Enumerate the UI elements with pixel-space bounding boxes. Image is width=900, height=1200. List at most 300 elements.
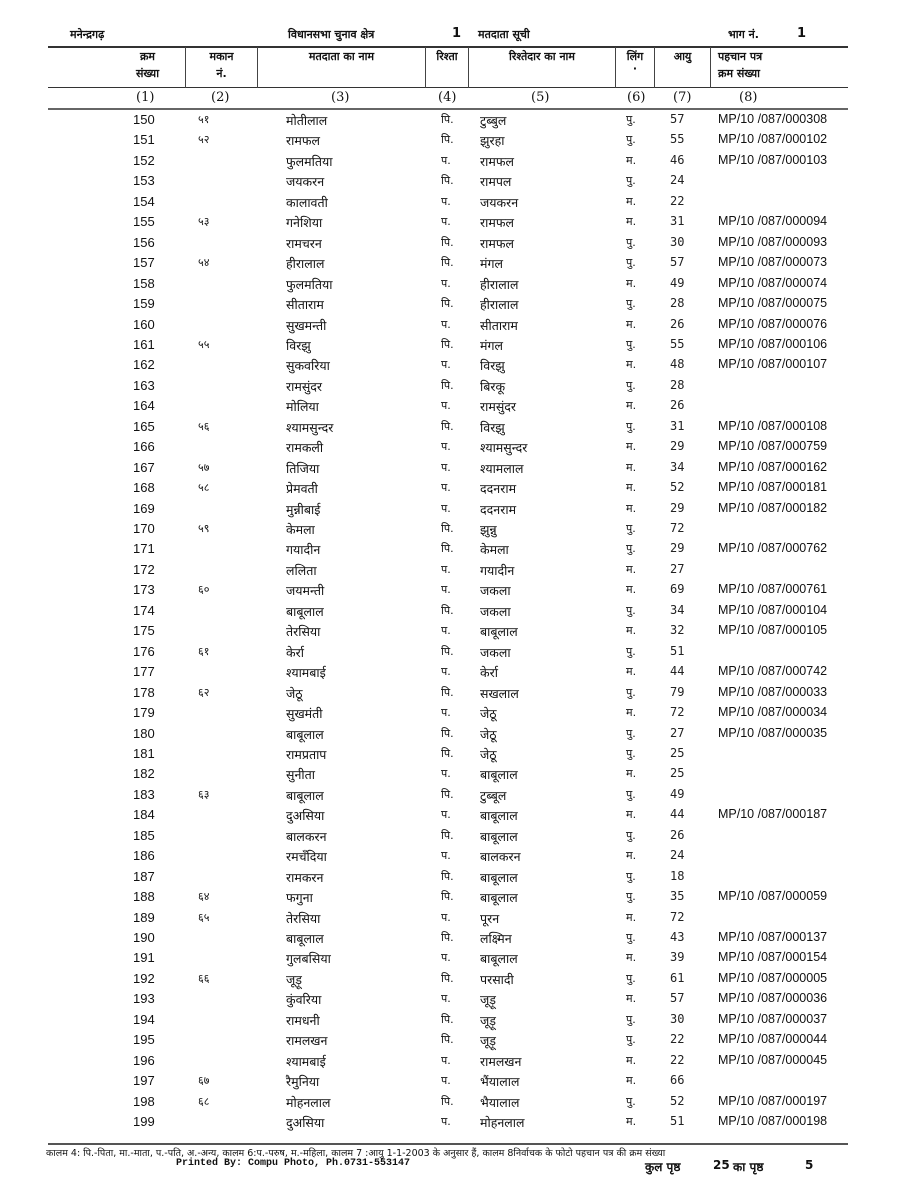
relative-name: गयादीन	[480, 562, 515, 578]
column-header-text: क्रम संख्या	[718, 67, 760, 80]
serial-number: 187	[133, 868, 155, 884]
id-card-number: MP/10 /087/000197	[718, 1093, 828, 1108]
voter-name: श्यामसुन्दर	[286, 419, 334, 435]
serial-number: 159	[133, 296, 155, 312]
column-number: (8)	[739, 90, 758, 105]
serial-number: 157	[133, 255, 155, 271]
column-header-text: लिंग	[626, 50, 644, 63]
column-number: (1)	[136, 90, 155, 105]
age: 39	[670, 950, 685, 965]
gender: म.	[626, 358, 637, 372]
serial-number: 169	[133, 500, 155, 516]
voter-name: दुअसिया	[286, 1115, 325, 1131]
relative-name: जयकरन	[480, 194, 519, 210]
column-number: (4)	[438, 90, 457, 105]
constituency-label: विधानसभा चुनाव क्षेत्र	[288, 28, 375, 41]
id-card-number: MP/10 /087/000073	[718, 255, 828, 270]
relative-name: ददनराम	[480, 501, 517, 517]
voter-name: फुलमतिया	[286, 153, 333, 169]
gender: पु.	[626, 644, 636, 658]
relative-name: बिरकू	[480, 378, 506, 394]
table-row	[0, 580, 900, 600]
id-card-number: MP/10 /087/000105	[718, 623, 828, 638]
table-row	[0, 212, 900, 232]
relative-name: बाबूलाल	[480, 869, 518, 885]
gender: म.	[626, 583, 637, 597]
relative-name: लक्ष्मिन	[480, 931, 512, 946]
relative-name: रामफल	[480, 235, 514, 251]
age: 52	[670, 1093, 685, 1108]
id-card-number: MP/10 /087/000181	[718, 480, 828, 495]
id-card-number: MP/10 /087/000075	[718, 296, 828, 311]
relation: प.	[441, 358, 451, 372]
house-number: ६२	[198, 685, 210, 699]
column-number: (3)	[331, 90, 350, 105]
id-card-number: MP/10 /087/000093	[718, 234, 828, 249]
age: 31	[670, 418, 685, 433]
footer-rule	[48, 1143, 848, 1145]
table-row	[0, 662, 900, 682]
serial-number: 164	[133, 398, 155, 414]
voter-name: गयादीन	[286, 542, 321, 558]
table-row	[0, 130, 900, 150]
serial-number: 185	[133, 827, 155, 843]
serial-number: 170	[133, 521, 155, 536]
gender: म.	[626, 624, 637, 638]
age: 31	[670, 214, 685, 229]
place-name: मनेन्द्रगढ़	[70, 28, 105, 41]
id-card-number: MP/10 /087/000103	[718, 152, 828, 167]
relation: पि.	[441, 256, 454, 270]
relative-name: विरझु	[480, 358, 505, 374]
relative-name: रामपल	[480, 174, 512, 190]
house-number: ५८	[198, 481, 210, 495]
part-number: 1	[797, 26, 807, 41]
relation: पि.	[441, 174, 454, 188]
id-card-number: MP/10 /087/000034	[718, 705, 828, 720]
voter-name: गुलबसिया	[286, 951, 331, 967]
relative-name: बाबूलाल	[480, 808, 518, 824]
serial-number: 161	[133, 336, 155, 352]
table-row	[0, 785, 900, 805]
table-row	[0, 478, 900, 498]
relative-name: सीताराम	[480, 317, 518, 333]
id-card-number: MP/10 /087/000033	[718, 684, 828, 699]
gender: म.	[626, 481, 637, 495]
relative-name: रामलखन	[480, 1053, 522, 1069]
serial-number: 179	[133, 705, 155, 721]
gender: म.	[626, 153, 637, 167]
table-row	[0, 601, 900, 621]
age: 32	[670, 623, 685, 638]
gender: पु.	[626, 522, 636, 535]
serial-number: 166	[133, 439, 155, 455]
age: 27	[670, 725, 685, 740]
id-card-number: MP/10 /087/000036	[718, 991, 828, 1006]
relation: पि.	[441, 542, 454, 556]
relative-name: जूड़ू	[480, 1012, 496, 1028]
voter-name: कालावती	[286, 194, 328, 210]
gender: म.	[626, 215, 637, 229]
age: 79	[670, 684, 685, 699]
relative-name: जूड़ू	[480, 1033, 496, 1049]
id-card-number: MP/10 /087/000162	[718, 459, 828, 474]
age: 18	[670, 868, 685, 883]
gender: म.	[626, 665, 637, 679]
gender: म.	[626, 194, 637, 208]
relation: प.	[441, 440, 451, 454]
relative-name: बालकरन	[480, 849, 521, 865]
house-number: ६३	[198, 787, 210, 801]
relative-name: रामसुंदर	[480, 399, 517, 415]
serial-number: 156	[133, 234, 155, 250]
voter-name: रामसुंदर	[286, 378, 323, 394]
gender: पु.	[626, 869, 636, 883]
relation: पि.	[441, 235, 454, 249]
table-row	[0, 499, 900, 519]
table-row	[0, 887, 900, 907]
serial-number: 182	[133, 766, 155, 782]
relation: प.	[441, 460, 451, 474]
voter-name: केमला	[286, 522, 315, 537]
table-row	[0, 969, 900, 989]
age: 28	[670, 296, 685, 311]
voter-name: सुखमन्ती	[286, 317, 327, 333]
voter-name: केर्रा	[286, 644, 304, 660]
column-header-text: ·	[632, 62, 638, 75]
age: 25	[670, 745, 685, 760]
serial-number: 158	[133, 275, 155, 291]
relation: पि.	[441, 378, 454, 392]
voter-name: रैमुनिया	[286, 1074, 320, 1090]
serial-number: 150	[133, 112, 155, 127]
serial-number: 186	[133, 848, 155, 864]
voter-name: रमचँदिया	[286, 849, 327, 865]
relative-name: परसादी	[480, 971, 514, 987]
relation: प.	[441, 624, 451, 638]
column-number: (7)	[673, 90, 692, 105]
column-number: (6)	[627, 90, 646, 105]
age: 24	[670, 848, 685, 863]
id-card-number: MP/10 /087/000198	[718, 1114, 828, 1129]
table-row	[0, 826, 900, 846]
id-card-number: MP/10 /087/000106	[718, 336, 828, 351]
printed-by: Printed By: Compu Photo, Ph.0731-553147	[176, 1158, 411, 1169]
gender: म.	[626, 992, 637, 1006]
relation: प.	[441, 481, 451, 495]
table-row	[0, 396, 900, 416]
gender: पु.	[626, 971, 636, 985]
voter-name: प्रेमवती	[286, 481, 318, 497]
relation: प.	[441, 767, 451, 781]
column-header-text: मकान	[209, 50, 234, 63]
serial-number: 167	[133, 459, 155, 475]
voter-name: बाबूलाल	[286, 787, 324, 803]
age: 29	[670, 500, 685, 515]
voter-name: जयमन्ती	[286, 583, 325, 599]
table-row	[0, 355, 900, 375]
age: 46	[670, 152, 685, 167]
relative-name: झुन्नु	[480, 522, 497, 537]
age: 72	[670, 521, 685, 535]
total-pages: 25	[713, 1158, 730, 1172]
id-card-number: MP/10 /087/000742	[718, 664, 828, 679]
table-row	[0, 1010, 900, 1030]
voter-name: सुखमंती	[286, 706, 323, 722]
column-header-text: आयु	[673, 50, 692, 63]
age: 28	[670, 377, 685, 392]
relative-name: केर्रा	[480, 665, 498, 681]
age: 61	[670, 970, 685, 985]
voter-name: गनेशिया	[286, 215, 323, 231]
age: 26	[670, 316, 685, 331]
id-card-number: MP/10 /087/000044	[718, 1032, 828, 1047]
voter-name: रामकली	[286, 440, 324, 456]
table-row	[0, 744, 900, 764]
house-number: ५५	[198, 337, 210, 351]
relative-name: टुब्बुल	[480, 113, 507, 128]
relative-name: जेठू	[480, 706, 497, 722]
age: 72	[670, 705, 685, 720]
gender: पु.	[626, 174, 636, 188]
voter-name: सुनीता	[286, 767, 315, 783]
age: 57	[670, 255, 685, 270]
serial-number: 196	[133, 1052, 155, 1068]
voter-name: सुकवरिया	[286, 358, 330, 374]
age: 51	[670, 1114, 685, 1129]
table-row	[0, 376, 900, 396]
serial-number: 174	[133, 602, 155, 618]
gender: पु.	[626, 603, 636, 617]
table-row	[0, 1071, 900, 1091]
gender: पु.	[626, 746, 636, 760]
age: 57	[670, 991, 685, 1006]
relation: प.	[441, 706, 451, 720]
house-number: ५३	[198, 215, 210, 229]
house-number: ६१	[198, 644, 210, 658]
table-row	[0, 274, 900, 294]
relation: पि.	[441, 522, 454, 535]
relation: पि.	[441, 931, 454, 944]
relative-name: पूरन	[480, 910, 500, 926]
table-row	[0, 315, 900, 335]
voter-name: मोहनलाल	[286, 1094, 331, 1110]
serial-number: 190	[133, 930, 155, 945]
serial-number: 160	[133, 316, 155, 332]
house-number: ६८	[198, 1094, 210, 1108]
relative-name: मंगल	[480, 337, 503, 353]
voter-name: रामप्रताप	[286, 746, 327, 762]
age: 66	[670, 1073, 685, 1088]
relative-name: मंगल	[480, 256, 503, 272]
list-title: मतदाता सूची	[478, 28, 530, 41]
serial-number: 154	[133, 193, 155, 209]
gender: पु.	[626, 726, 636, 740]
gender: म.	[626, 1115, 637, 1129]
total-pages-label: कुल पृष्ठ	[645, 1160, 681, 1174]
table-row	[0, 110, 900, 130]
table-row	[0, 437, 900, 457]
gender: पु.	[626, 1012, 636, 1026]
house-number: ६५	[198, 910, 210, 924]
serial-number: 191	[133, 950, 155, 966]
age: 24	[670, 173, 685, 188]
serial-number: 162	[133, 357, 155, 373]
serial-number: 151	[133, 132, 155, 148]
voter-name: फगुना	[286, 890, 313, 906]
age: 26	[670, 827, 685, 842]
relation: पि.	[441, 828, 454, 842]
age: 22	[670, 193, 685, 208]
relation: पि.	[441, 1033, 454, 1047]
table-row	[0, 253, 900, 273]
column-header-text: पहचान पत्र	[718, 50, 763, 63]
table-row	[0, 519, 900, 539]
age: 52	[670, 480, 685, 495]
voter-name: तेरसिया	[286, 624, 321, 640]
id-card-number: MP/10 /087/000107	[718, 357, 828, 372]
id-card-number: MP/10 /087/000059	[718, 889, 828, 904]
relation: प.	[441, 951, 451, 965]
voter-name: रामकरन	[286, 869, 324, 885]
voter-name: रामलखन	[286, 1033, 328, 1049]
serial-number: 177	[133, 664, 155, 680]
house-number: ६०	[198, 583, 210, 597]
house-number: ५२	[198, 133, 210, 147]
column-header-house	[186, 48, 257, 82]
id-card-number: MP/10 /087/000005	[718, 970, 828, 985]
gender: म.	[626, 706, 637, 720]
table-row	[0, 192, 900, 212]
table-row	[0, 908, 900, 928]
table-row	[0, 560, 900, 580]
id-card-number: MP/10 /087/000108	[718, 418, 828, 433]
relative-name: मोहनलाल	[480, 1115, 525, 1131]
column-header-text: रिश्तेदार का नाम	[509, 50, 575, 63]
gender: पु.	[626, 1094, 636, 1108]
relation: प.	[441, 215, 451, 229]
relation: प.	[441, 849, 451, 863]
age: 34	[670, 602, 685, 617]
table-row	[0, 294, 900, 314]
serial-number: 172	[133, 561, 155, 577]
gender: पु.	[626, 337, 636, 351]
relative-name: हीरालाल	[480, 297, 519, 313]
serial-number: 155	[133, 214, 155, 230]
relation: पि.	[441, 337, 454, 351]
serial-number: 194	[133, 1011, 155, 1027]
relation: पि.	[441, 890, 454, 904]
relation: पि.	[441, 133, 454, 147]
table-row	[0, 764, 900, 784]
gender: पु.	[626, 113, 636, 126]
serial-number: 189	[133, 909, 155, 925]
table-row	[0, 867, 900, 887]
voter-name: रामचरन	[286, 235, 322, 251]
house-number: ६६	[198, 971, 210, 985]
relation: पि.	[441, 644, 454, 658]
relation: पि.	[441, 685, 454, 699]
voter-name: श्यामबाई	[286, 1053, 326, 1069]
relation: प.	[441, 665, 451, 679]
house-number: ६४	[198, 890, 210, 904]
id-card-number: MP/10 /087/000759	[718, 439, 828, 454]
serial-number: 153	[133, 173, 155, 189]
id-card-number: MP/10 /087/000037	[718, 1011, 828, 1026]
gender: म.	[626, 562, 637, 576]
gender: पु.	[626, 828, 636, 842]
house-number: ५६	[198, 419, 210, 433]
serial-number: 193	[133, 991, 155, 1007]
relative-name: बाबूलाल	[480, 767, 518, 783]
house-number: ५१	[198, 113, 210, 126]
relation: पि.	[441, 971, 454, 985]
relative-name: टुब्बूल	[480, 787, 507, 803]
id-card-number: MP/10 /087/000182	[718, 500, 828, 515]
age: 34	[670, 459, 685, 474]
relation: पि.	[441, 113, 454, 126]
column-header-relative-name	[469, 48, 615, 65]
voter-name: बाबूलाल	[286, 931, 324, 946]
age: 57	[670, 112, 685, 126]
relative-name: जूड़ू	[480, 992, 496, 1008]
relative-name: जेठू	[480, 726, 497, 742]
serial-number: 171	[133, 541, 155, 557]
gender: म.	[626, 849, 637, 863]
relation: प.	[441, 992, 451, 1006]
house-number: ६७	[198, 1074, 210, 1088]
voter-name: फुलमतिया	[286, 276, 333, 292]
relation: प.	[441, 1053, 451, 1067]
table-row	[0, 621, 900, 641]
relation: पि.	[441, 297, 454, 311]
age: 43	[670, 930, 685, 944]
serial-number: 183	[133, 786, 155, 802]
voter-name: कुंवरिया	[286, 992, 322, 1008]
id-card-number: MP/10 /087/000154	[718, 950, 828, 965]
table-row	[0, 846, 900, 866]
relative-name: जकला	[480, 603, 511, 619]
age: 72	[670, 909, 685, 924]
column-header-id-card	[718, 48, 848, 82]
age: 22	[670, 1052, 685, 1067]
gender: पु.	[626, 890, 636, 904]
gender: म.	[626, 440, 637, 454]
age: 55	[670, 336, 685, 351]
gender: पु.	[626, 685, 636, 699]
relative-name: विरझु	[480, 419, 505, 435]
gender: म.	[626, 399, 637, 413]
gender: पु.	[626, 256, 636, 270]
relation: प.	[441, 276, 451, 290]
relative-name: सखलाल	[480, 685, 519, 701]
gender: पु.	[626, 235, 636, 249]
relation: पि.	[441, 746, 454, 760]
table-row	[0, 642, 900, 662]
footer-legend: कालम 4: पि.-पिता, मा.-माता, प.-पति, अ.-अन्य, कालम 6:प.-परुष, म.-महिला, कालम 7 :आयु 1-1-2003 के अनुसार हैं, कालम 8निर्वाचक के फोटो पहचान पत्र की क्रम संख्या	[46, 1148, 666, 1159]
age: 49	[670, 786, 685, 801]
voter-name: रामधनी	[286, 1012, 320, 1028]
relation: पि.	[441, 787, 454, 801]
gender: पु.	[626, 787, 636, 801]
house-number: ५९	[198, 522, 210, 535]
column-header-text: नं.	[216, 67, 227, 80]
voter-name: बाबूलाल	[286, 603, 324, 619]
voter-name: दुअसिया	[286, 808, 325, 824]
relation: पि.	[441, 869, 454, 883]
table-row	[0, 1030, 900, 1050]
table-row	[0, 703, 900, 723]
